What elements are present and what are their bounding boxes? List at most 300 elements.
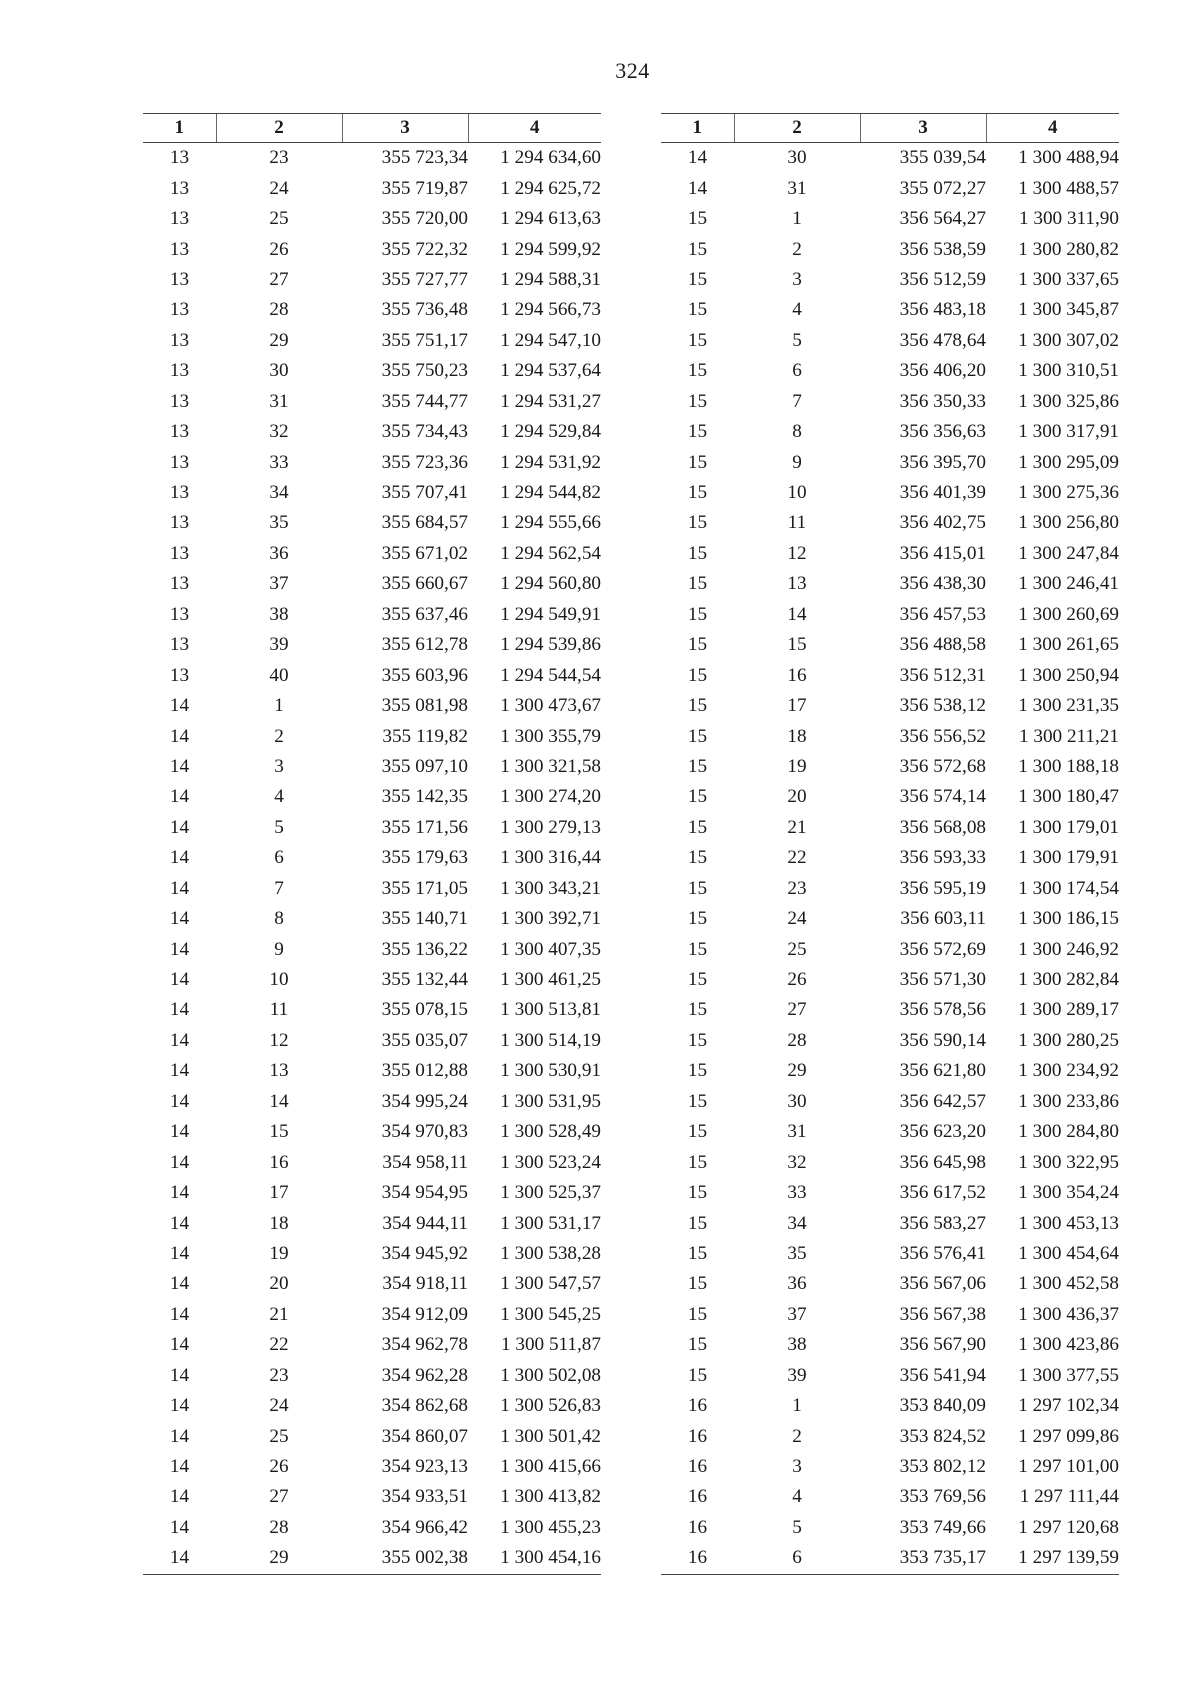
cell-col-4: 1 300 547,57 xyxy=(500,1273,601,1295)
cell-col-4: 1 300 488,57 xyxy=(1018,177,1119,199)
cell-col-4: 1 300 279,13 xyxy=(500,816,601,838)
cell-col-3: 355 723,34 xyxy=(381,147,468,169)
cell-col-2: 17 xyxy=(269,1182,289,1204)
cell-col-2: 30 xyxy=(787,147,807,169)
cell-col-3: 355 720,00 xyxy=(381,208,468,230)
cell-col-3: 356 572,69 xyxy=(899,938,986,960)
cell-col-4: 1 300 274,20 xyxy=(500,786,601,808)
cell-col-2: 25 xyxy=(269,1425,289,1447)
table-row xyxy=(143,1208,601,1238)
table-row xyxy=(661,843,1119,873)
cell-col-2: 1 xyxy=(792,208,802,230)
cell-col-1: 15 xyxy=(687,451,708,473)
cell-col-2: 33 xyxy=(269,451,289,473)
table-row xyxy=(661,1147,1119,1177)
cell-col-3: 356 457,53 xyxy=(899,603,986,625)
cell-col-3: 356 538,12 xyxy=(899,695,986,717)
table-row xyxy=(661,1239,1119,1269)
table-row xyxy=(143,721,601,751)
cell-col-3: 355 119,82 xyxy=(382,725,468,747)
cell-col-3: 355 039,54 xyxy=(899,147,986,169)
cell-col-3: 354 944,11 xyxy=(382,1212,468,1234)
cell-col-4: 1 300 179,01 xyxy=(1018,816,1119,838)
cell-col-2: 22 xyxy=(269,1334,289,1356)
cell-col-4: 1 294 625,72 xyxy=(500,177,601,199)
cell-col-1: 14 xyxy=(169,1334,190,1356)
cell-col-3: 355 751,17 xyxy=(381,329,468,351)
cell-col-4: 1 300 511,87 xyxy=(500,1334,601,1356)
cell-col-2: 35 xyxy=(269,512,289,534)
cell-col-1: 14 xyxy=(169,695,190,717)
cell-col-3: 356 642,57 xyxy=(899,1090,986,1112)
cell-col-2: 23 xyxy=(269,1364,289,1386)
cell-col-4: 1 300 325,86 xyxy=(1018,390,1119,412)
cell-col-1: 16 xyxy=(687,1516,708,1538)
table-row xyxy=(143,539,601,569)
cell-col-2: 20 xyxy=(787,786,807,808)
table-body-left xyxy=(143,143,601,1575)
cell-col-3: 355 171,05 xyxy=(381,877,468,899)
cell-col-1: 15 xyxy=(687,816,708,838)
cell-col-3: 355 734,43 xyxy=(381,421,468,443)
cell-col-3: 356 571,30 xyxy=(899,969,986,991)
cell-col-2: 24 xyxy=(269,177,289,199)
cell-col-1: 13 xyxy=(169,542,190,564)
cell-col-2: 6 xyxy=(792,360,802,382)
table-row xyxy=(661,1482,1119,1512)
cell-col-4: 1 300 531,95 xyxy=(500,1090,601,1112)
table-row xyxy=(661,234,1119,264)
cell-col-2: 35 xyxy=(787,1242,807,1264)
table-row xyxy=(661,813,1119,843)
cell-col-1: 15 xyxy=(687,786,708,808)
cell-col-1: 15 xyxy=(687,877,708,899)
cell-col-2: 13 xyxy=(269,1060,289,1082)
cell-col-2: 12 xyxy=(787,542,807,564)
cell-col-1: 14 xyxy=(169,1151,190,1173)
cell-col-2: 6 xyxy=(734,1543,860,1574)
cell-col-3: 356 538,59 xyxy=(899,238,986,260)
cell-col-4: 1 300 514,19 xyxy=(500,1029,601,1051)
cell-col-1: 15 xyxy=(687,695,708,717)
cell-col-4: 1 300 250,94 xyxy=(1018,664,1119,686)
cell-col-2: 5 xyxy=(274,816,284,838)
cell-col-3: 353 802,12 xyxy=(899,1456,986,1478)
table-row xyxy=(143,1269,601,1299)
table-row xyxy=(143,660,601,690)
cell-col-4: 1 294 566,73 xyxy=(500,299,601,321)
table-row xyxy=(143,204,601,234)
table-row xyxy=(143,1421,601,1451)
cell-col-2: 4 xyxy=(274,786,284,808)
cell-col-2: 7 xyxy=(274,877,284,899)
cell-col-2: 27 xyxy=(269,268,289,290)
cell-col-3: 355 140,71 xyxy=(381,908,468,930)
table-row xyxy=(661,478,1119,508)
cell-col-1: 13 xyxy=(169,421,190,443)
cell-col-3: 355 132,44 xyxy=(381,969,468,991)
table-row xyxy=(661,1361,1119,1391)
cell-col-3: 355 750,23 xyxy=(381,360,468,382)
cell-col-1: 15 xyxy=(687,1151,708,1173)
cell-col-1: 15 xyxy=(687,1029,708,1051)
column-header-3: 3 xyxy=(860,114,986,143)
cell-col-4: 1 300 461,25 xyxy=(500,969,601,991)
table-row xyxy=(143,1300,601,1330)
column-header-3: 3 xyxy=(342,114,468,143)
cell-col-4: 1 300 355,79 xyxy=(500,725,601,747)
table-row xyxy=(661,782,1119,812)
cell-col-4: 1 300 321,58 xyxy=(500,755,601,777)
cell-col-3: 355 612,78 xyxy=(381,634,468,656)
cell-col-1: 15 xyxy=(687,299,708,321)
table-row xyxy=(143,904,601,934)
table-row xyxy=(661,600,1119,630)
cell-col-3: 356 483,18 xyxy=(899,299,986,321)
cell-col-3: 356 438,30 xyxy=(899,573,986,595)
cell-col-3: 356 576,41 xyxy=(899,1242,986,1264)
table-row xyxy=(661,1087,1119,1117)
cell-col-4: 1 300 453,13 xyxy=(1018,1212,1119,1234)
cell-col-2: 39 xyxy=(269,634,289,656)
cell-col-1: 15 xyxy=(687,1242,708,1264)
cell-col-2: 37 xyxy=(269,573,289,595)
cell-col-4: 1 300 231,35 xyxy=(1018,695,1119,717)
table-row xyxy=(143,843,601,873)
cell-col-3: 356 567,06 xyxy=(899,1273,986,1295)
cell-col-2: 17 xyxy=(787,695,807,717)
cell-col-4: 1 300 473,67 xyxy=(500,695,601,717)
column-header-2: 2 xyxy=(734,114,860,143)
cell-col-4: 1 294 544,54 xyxy=(500,664,601,686)
table-row xyxy=(661,1300,1119,1330)
cell-col-2: 38 xyxy=(269,603,289,625)
cell-col-3: 356 488,58 xyxy=(899,634,986,656)
table-row xyxy=(661,995,1119,1025)
cell-col-1: 15 xyxy=(687,542,708,564)
table-row xyxy=(661,204,1119,234)
cell-col-1: 14 xyxy=(169,908,190,930)
cell-col-2: 18 xyxy=(269,1212,289,1234)
cell-col-1: 15 xyxy=(687,512,708,534)
cell-col-1: 14 xyxy=(169,1425,190,1447)
cell-col-2: 33 xyxy=(787,1182,807,1204)
cell-col-1: 13 xyxy=(169,268,190,290)
table-row xyxy=(143,265,601,295)
cell-col-4: 1 300 311,90 xyxy=(1018,208,1119,230)
cell-col-4: 1 300 179,91 xyxy=(1018,847,1119,869)
cell-col-1: 15 xyxy=(687,725,708,747)
cell-col-3: 353 824,52 xyxy=(899,1425,986,1447)
cell-col-4: 1 294 599,92 xyxy=(500,238,601,260)
table-row xyxy=(661,1452,1119,1482)
cell-col-3: 353 749,66 xyxy=(899,1516,986,1538)
table-row xyxy=(143,447,601,477)
table-row xyxy=(143,965,601,995)
cell-col-1: 14 xyxy=(169,1090,190,1112)
cell-col-1: 14 xyxy=(687,147,708,169)
cell-col-4: 1 300 316,44 xyxy=(500,847,601,869)
table-row xyxy=(143,691,601,721)
cell-col-2: 21 xyxy=(269,1303,289,1325)
cell-col-3: 354 918,11 xyxy=(382,1273,468,1295)
cell-col-4: 1 300 354,24 xyxy=(1018,1182,1119,1204)
cell-col-3: 356 512,59 xyxy=(899,268,986,290)
cell-col-3: 356 623,20 xyxy=(899,1121,986,1143)
cell-col-3: 355 171,56 xyxy=(381,816,468,838)
cell-col-2: 4 xyxy=(792,299,802,321)
column-header-1: 1 xyxy=(143,114,216,143)
cell-col-2: 37 xyxy=(787,1303,807,1325)
cell-col-4: 1 300 322,95 xyxy=(1018,1151,1119,1173)
cell-col-1: 16 xyxy=(687,1456,708,1478)
table-row xyxy=(143,1087,601,1117)
cell-col-2: 25 xyxy=(269,208,289,230)
table-row xyxy=(661,569,1119,599)
cell-col-3: 355 736,48 xyxy=(381,299,468,321)
table-row xyxy=(661,143,1119,174)
cell-col-2: 15 xyxy=(787,634,807,656)
cell-col-2: 18 xyxy=(787,725,807,747)
table-row xyxy=(143,1178,601,1208)
cell-col-2: 40 xyxy=(269,664,289,686)
cell-col-2: 31 xyxy=(269,390,289,412)
cell-col-4: 1 300 501,42 xyxy=(500,1425,601,1447)
cell-col-3: 355 035,07 xyxy=(381,1029,468,1051)
cell-col-1: 14 xyxy=(169,786,190,808)
table-row xyxy=(661,417,1119,447)
cell-col-1: 15 xyxy=(687,329,708,351)
cell-col-2: 8 xyxy=(792,421,802,443)
cell-col-2: 38 xyxy=(787,1334,807,1356)
cell-col-2: 32 xyxy=(269,421,289,443)
cell-col-2: 14 xyxy=(269,1090,289,1112)
table-row xyxy=(143,234,601,264)
cell-col-1: 14 xyxy=(169,1242,190,1264)
cell-col-1: 14 xyxy=(169,1395,190,1417)
cell-col-2: 3 xyxy=(792,1456,802,1478)
cell-col-3: 356 595,19 xyxy=(899,877,986,899)
cell-col-2: 27 xyxy=(787,999,807,1021)
cell-col-4: 1 300 392,71 xyxy=(500,908,601,930)
cell-col-1: 13 xyxy=(169,299,190,321)
cell-col-1: 14 xyxy=(169,938,190,960)
table-body-right xyxy=(661,143,1119,1575)
cell-col-4: 1 300 188,18 xyxy=(1018,755,1119,777)
cell-col-2: 5 xyxy=(792,329,802,351)
cell-col-4: 1 297 102,34 xyxy=(1018,1395,1119,1417)
cell-col-1: 15 xyxy=(687,847,708,869)
cell-col-4: 1 294 531,92 xyxy=(500,451,601,473)
cell-col-1: 15 xyxy=(687,1121,708,1143)
cell-col-1: 14 xyxy=(169,1303,190,1325)
cell-col-4: 1 294 634,60 xyxy=(500,147,601,169)
cell-col-3: 354 923,13 xyxy=(381,1456,468,1478)
table-row xyxy=(143,356,601,386)
cell-col-1: 14 xyxy=(169,1364,190,1386)
cell-col-4: 1 294 539,86 xyxy=(500,634,601,656)
cell-col-4: 1 300 377,55 xyxy=(1018,1364,1119,1386)
table-row xyxy=(143,630,601,660)
cell-col-1: 15 xyxy=(687,1212,708,1234)
table-row xyxy=(661,173,1119,203)
cell-col-3: 354 962,78 xyxy=(381,1334,468,1356)
cell-col-2: 23 xyxy=(269,147,289,169)
cell-col-1: 15 xyxy=(687,938,708,960)
cell-col-4: 1 294 588,31 xyxy=(500,268,601,290)
cell-col-4: 1 300 261,65 xyxy=(1018,634,1119,656)
table-row xyxy=(661,265,1119,295)
cell-col-1: 15 xyxy=(687,603,708,625)
column-header-4: 4 xyxy=(468,114,601,143)
table-row xyxy=(661,539,1119,569)
cell-col-3: 356 574,14 xyxy=(899,786,986,808)
table-row xyxy=(143,1482,601,1512)
table-row xyxy=(661,1421,1119,1451)
table-row xyxy=(143,1056,601,1086)
cell-col-4: 1 294 555,66 xyxy=(500,512,601,534)
cell-col-4: 1 300 295,09 xyxy=(1018,451,1119,473)
cell-col-1: 14 xyxy=(169,1212,190,1234)
cell-col-1: 15 xyxy=(687,390,708,412)
table-row xyxy=(143,1543,601,1574)
cell-col-2: 28 xyxy=(269,299,289,321)
table-row xyxy=(661,1178,1119,1208)
cell-col-4: 1 300 186,15 xyxy=(1018,908,1119,930)
cell-col-2: 7 xyxy=(792,390,802,412)
cell-col-3: 354 995,24 xyxy=(381,1090,468,1112)
cell-col-1: 15 xyxy=(687,634,708,656)
cell-col-2: 26 xyxy=(269,238,289,260)
cell-col-3: 355 727,77 xyxy=(381,268,468,290)
cell-col-1: 14 xyxy=(169,999,190,1021)
cell-col-1: 14 xyxy=(143,1543,216,1574)
cell-col-1: 15 xyxy=(687,1090,708,1112)
table-row xyxy=(143,508,601,538)
table-row xyxy=(661,295,1119,325)
cell-col-2: 26 xyxy=(787,969,807,991)
cell-col-4: 1 300 307,02 xyxy=(1018,329,1119,351)
cell-col-2: 29 xyxy=(216,1543,342,1574)
table-row xyxy=(143,478,601,508)
cell-col-3: 354 958,11 xyxy=(382,1151,468,1173)
cell-col-4: 1 300 211,21 xyxy=(1018,725,1119,747)
cell-col-2: 36 xyxy=(787,1273,807,1295)
cell-col-2: 10 xyxy=(269,969,289,991)
table-row xyxy=(661,1269,1119,1299)
cell-col-2: 2 xyxy=(792,1425,802,1447)
cell-col-2: 1 xyxy=(274,695,284,717)
cell-col-2: 24 xyxy=(787,908,807,930)
cell-col-1: 13 xyxy=(169,360,190,382)
cell-col-3: 356 356,63 xyxy=(899,421,986,443)
cell-col-2: 25 xyxy=(787,938,807,960)
coordinates-table-left xyxy=(143,113,601,1575)
cell-col-1: 13 xyxy=(169,603,190,625)
cell-col-3: 356 406,20 xyxy=(899,360,986,382)
cell-col-4: 1 300 455,23 xyxy=(500,1516,601,1538)
cell-col-2: 34 xyxy=(269,482,289,504)
cell-col-1: 13 xyxy=(169,147,190,169)
cell-col-4: 1 294 560,80 xyxy=(500,573,601,595)
cell-col-2: 22 xyxy=(787,847,807,869)
table-row xyxy=(143,1147,601,1177)
cell-col-2: 1 xyxy=(792,1395,802,1417)
cell-col-4: 1 300 454,64 xyxy=(1018,1242,1119,1264)
cell-col-2: 14 xyxy=(787,603,807,625)
table-row xyxy=(661,326,1119,356)
cell-col-4: 1 300 234,92 xyxy=(1018,1060,1119,1082)
cell-col-4: 1 300 526,83 xyxy=(500,1395,601,1417)
cell-col-3: 356 556,52 xyxy=(899,725,986,747)
table-row xyxy=(143,326,601,356)
table-row xyxy=(143,600,601,630)
cell-col-2: 34 xyxy=(787,1212,807,1234)
cell-col-3: 355 719,87 xyxy=(381,177,468,199)
cell-col-3: 356 583,27 xyxy=(899,1212,986,1234)
cell-col-1: 13 xyxy=(169,390,190,412)
table-row xyxy=(143,995,601,1025)
cell-col-3: 355 660,67 xyxy=(381,573,468,595)
cell-col-1: 13 xyxy=(169,634,190,656)
table-row xyxy=(661,965,1119,995)
cell-col-2: 19 xyxy=(269,1242,289,1264)
cell-col-2: 8 xyxy=(274,908,284,930)
table-row xyxy=(661,934,1119,964)
cell-col-4: 1 300 180,47 xyxy=(1018,786,1119,808)
cell-col-3: 355 684,57 xyxy=(381,512,468,534)
cell-col-1: 16 xyxy=(687,1395,708,1417)
cell-col-1: 14 xyxy=(169,1456,190,1478)
cell-col-4: 1 300 343,21 xyxy=(500,877,601,899)
table-row xyxy=(661,508,1119,538)
cell-col-4: 1 300 247,84 xyxy=(1018,542,1119,564)
cell-col-4: 1 300 452,58 xyxy=(1018,1273,1119,1295)
cell-col-3: 355 012,88 xyxy=(381,1060,468,1082)
cell-col-4: 1 300 280,82 xyxy=(1018,238,1119,260)
cell-col-3: 356 593,33 xyxy=(899,847,986,869)
cell-col-4: 1 300 246,92 xyxy=(1018,938,1119,960)
cell-col-3: 356 567,90 xyxy=(899,1334,986,1356)
cell-col-1: 13 xyxy=(169,329,190,351)
cell-col-3: 354 933,51 xyxy=(381,1486,468,1508)
cell-col-1: 14 xyxy=(169,877,190,899)
cell-col-3: 354 862,68 xyxy=(381,1395,468,1417)
table-row xyxy=(143,173,601,203)
table-row xyxy=(143,1513,601,1543)
cell-col-1: 15 xyxy=(687,999,708,1021)
cell-col-1: 15 xyxy=(687,664,708,686)
table-row xyxy=(661,1208,1119,1238)
cell-col-3: 355 707,41 xyxy=(381,482,468,504)
cell-col-1: 15 xyxy=(687,1364,708,1386)
table-row xyxy=(143,813,601,843)
table-row xyxy=(143,387,601,417)
cell-col-2: 4 xyxy=(792,1486,802,1508)
table-row xyxy=(661,1543,1119,1574)
cell-col-1: 16 xyxy=(687,1486,708,1508)
cell-col-1: 14 xyxy=(169,969,190,991)
cell-col-3: 356 350,33 xyxy=(899,390,986,412)
cell-col-4: 1 300 317,91 xyxy=(1018,421,1119,443)
cell-col-3: 354 912,09 xyxy=(381,1303,468,1325)
cell-col-2: 6 xyxy=(274,847,284,869)
cell-col-4: 1 300 289,17 xyxy=(1018,999,1119,1021)
table-row xyxy=(661,1513,1119,1543)
cell-col-2: 3 xyxy=(792,268,802,290)
page-number: 324 xyxy=(615,58,650,83)
cell-col-3: 356 617,52 xyxy=(899,1182,986,1204)
